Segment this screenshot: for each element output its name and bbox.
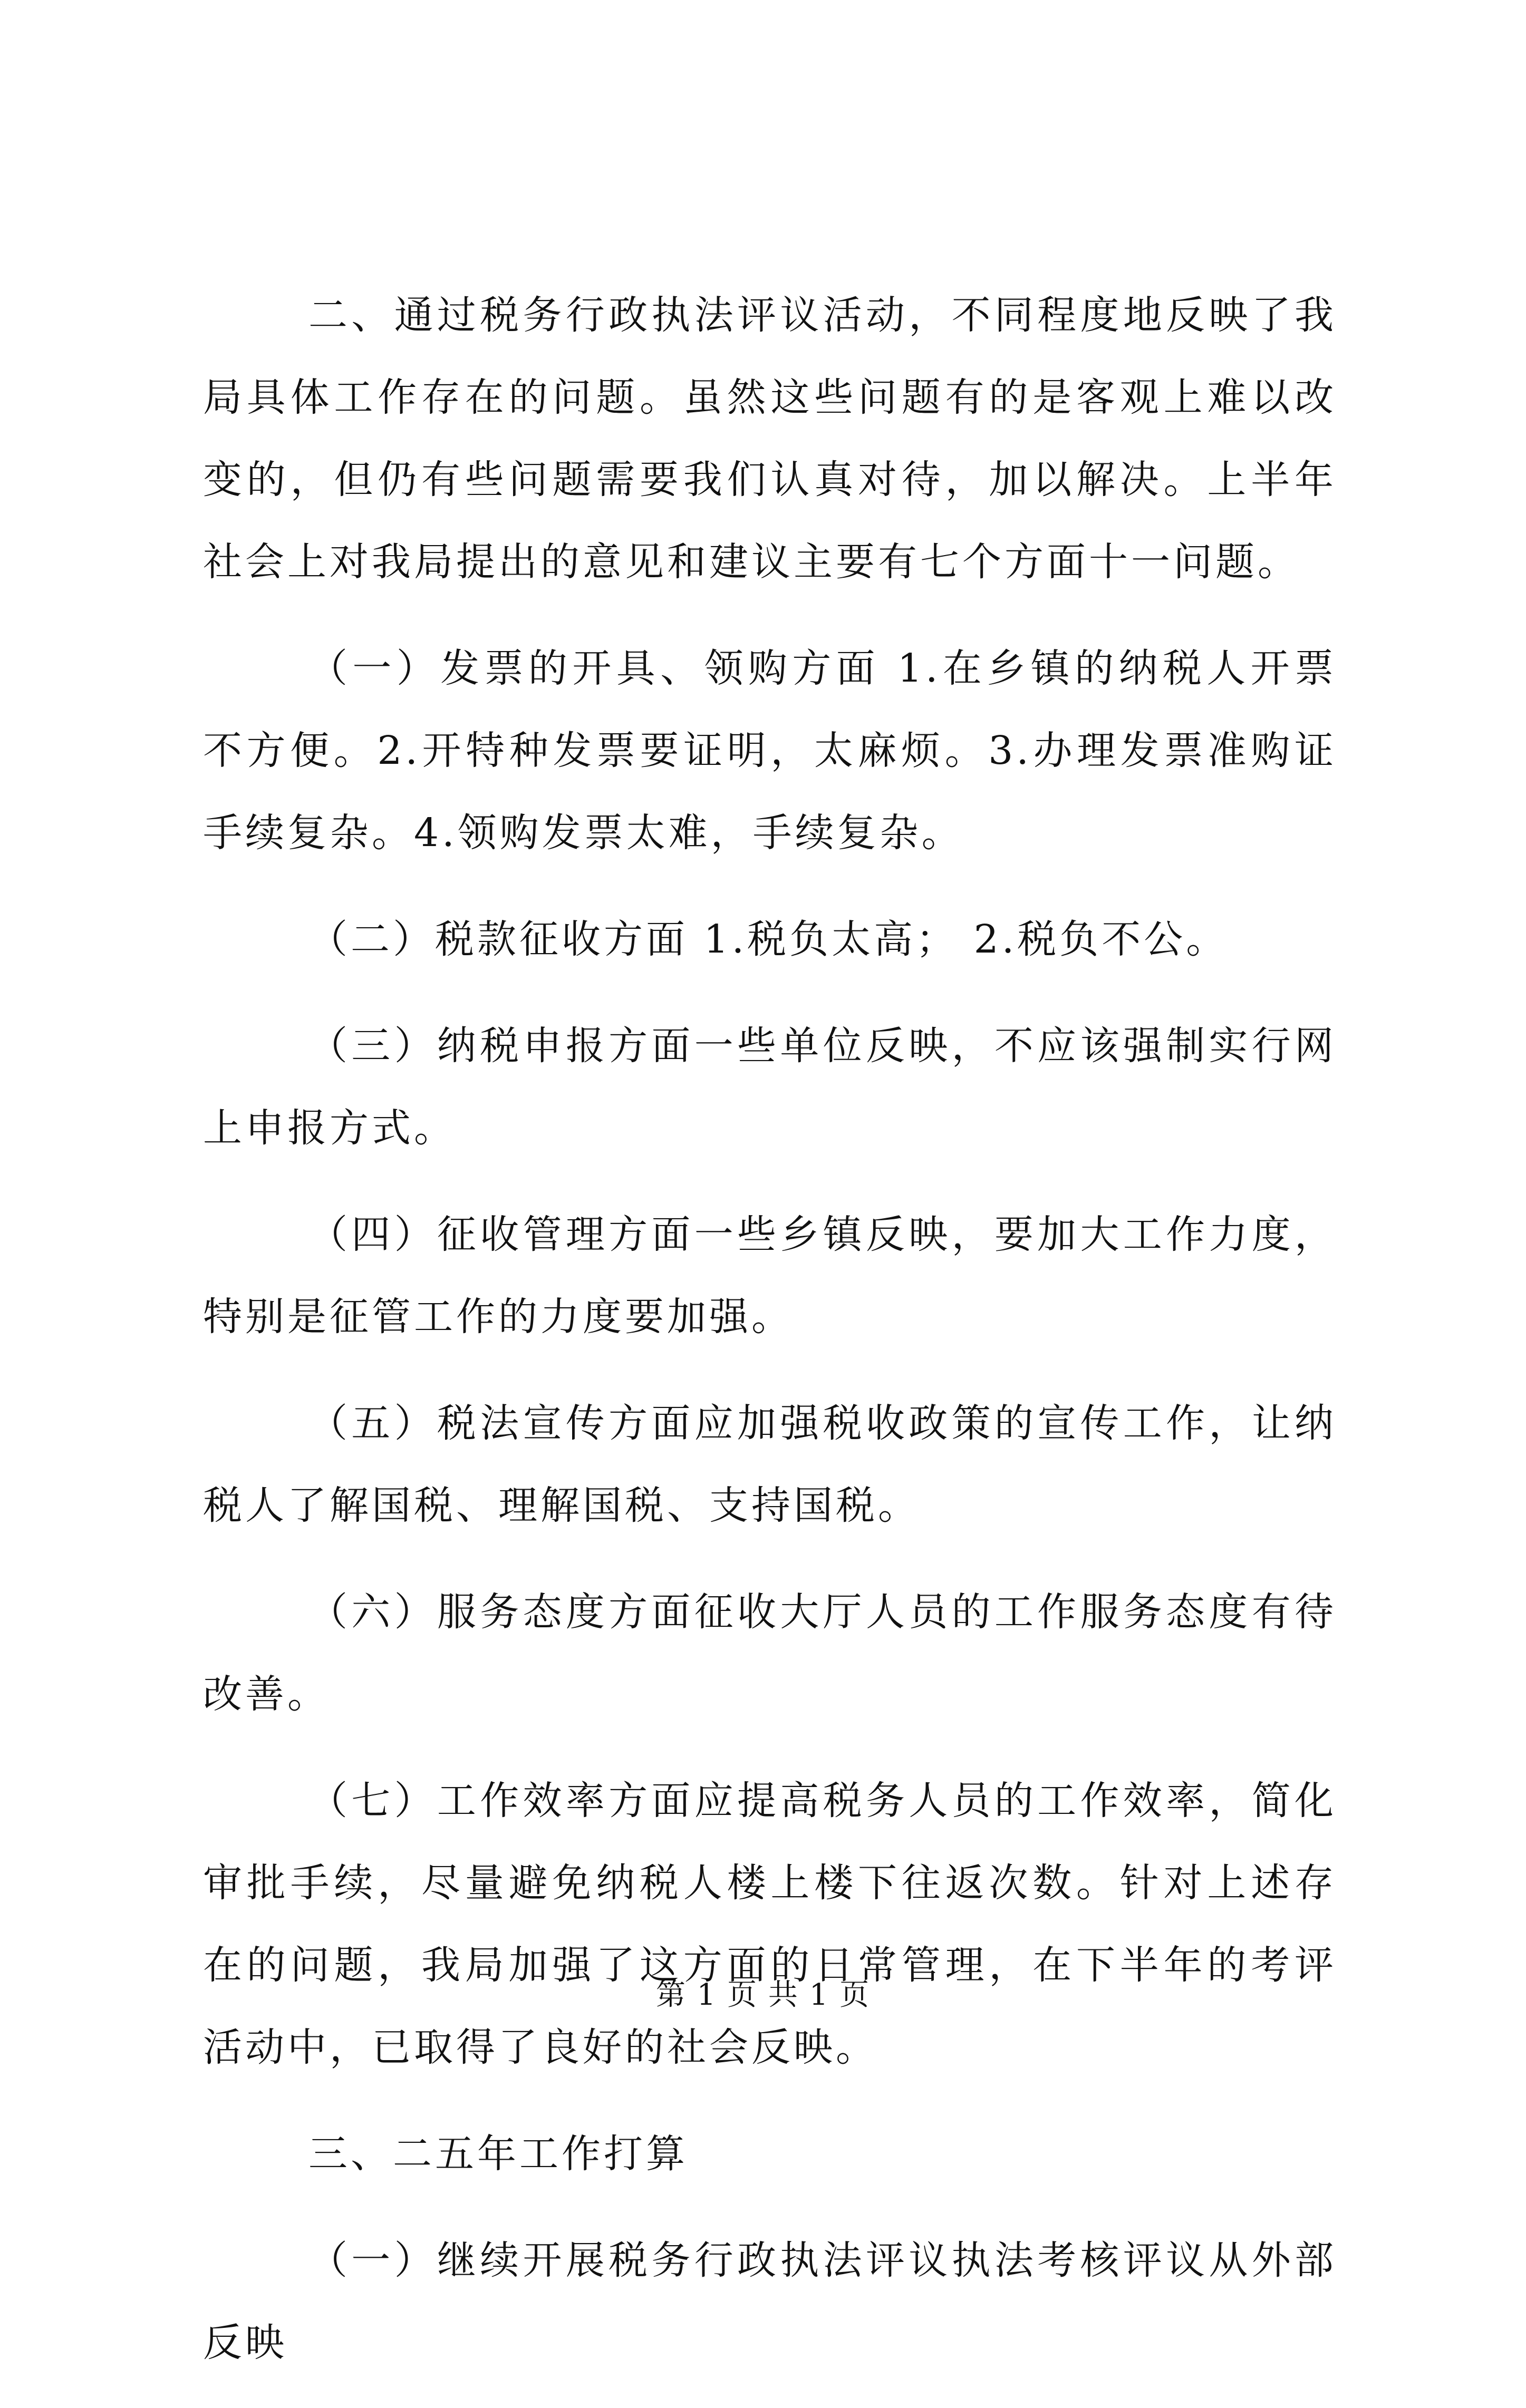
- document-body: [203, 274, 1337, 2408]
- page-footer: 第 1 页 共 1 页: [655, 1978, 871, 2012]
- paragraph-collection-management: （四）征收管理方面一些乡镇反映，要加大工作力度，特别是征管工作的力度要加强。: [203, 1212, 1337, 1339]
- paragraph-service-attitude: （六）服务态度方面征收大厅人员的工作服务态度有待改善。: [203, 1589, 1337, 1717]
- section-heading-work-plan: 三、二五年工作打算: [308, 2131, 688, 2177]
- paragraph-invoice-issues: （一）发票的开具、领购方面 1.在乡镇的纳税人开票不方便。2.开特种发票要证明，太麻烦。3.办理发票准购证手续复杂。4.领购发票太难，手续复杂。: [203, 646, 1337, 856]
- paragraph-tax-filing: （三）纳税申报方面一些单位反映，不应该强制实行网上申报方式。: [203, 1023, 1337, 1151]
- paragraph-tax-collection: （二）税款征收方面 1.税负太高； 2.税负不公。: [308, 917, 1229, 962]
- paragraph-work-efficiency: （七）工作效率方面应提高税务人员的工作效率，简化审批手续，尽量避免纳税人楼上楼下往返次数。针对上述存在的问题，我局加强了这方面的日常管理，在下半年的考评活动中，已取得了良好的社会反映。: [203, 1778, 1337, 2070]
- paragraph-continue-evaluation: （一）继续开展税务行政执法评议执法考核评议从外部反映: [203, 2238, 1337, 2365]
- paragraph-findings-intro: 二、通过税务行政执法评议活动，不同程度地反映了我局具体工作存在的问题。虽然这些问题有的是客观上难以改变的，但仍有些问题需要我们认真对待，加以解决。上半年社会上对我局提出的意见和建议主要有七个方面十一问题。: [203, 293, 1337, 585]
- paragraph-tax-law-publicity: （五）税法宣传方面应加强税收政策的宣传工作，让纳税人了解国税、理解国税、支持国税。: [203, 1401, 1337, 1528]
